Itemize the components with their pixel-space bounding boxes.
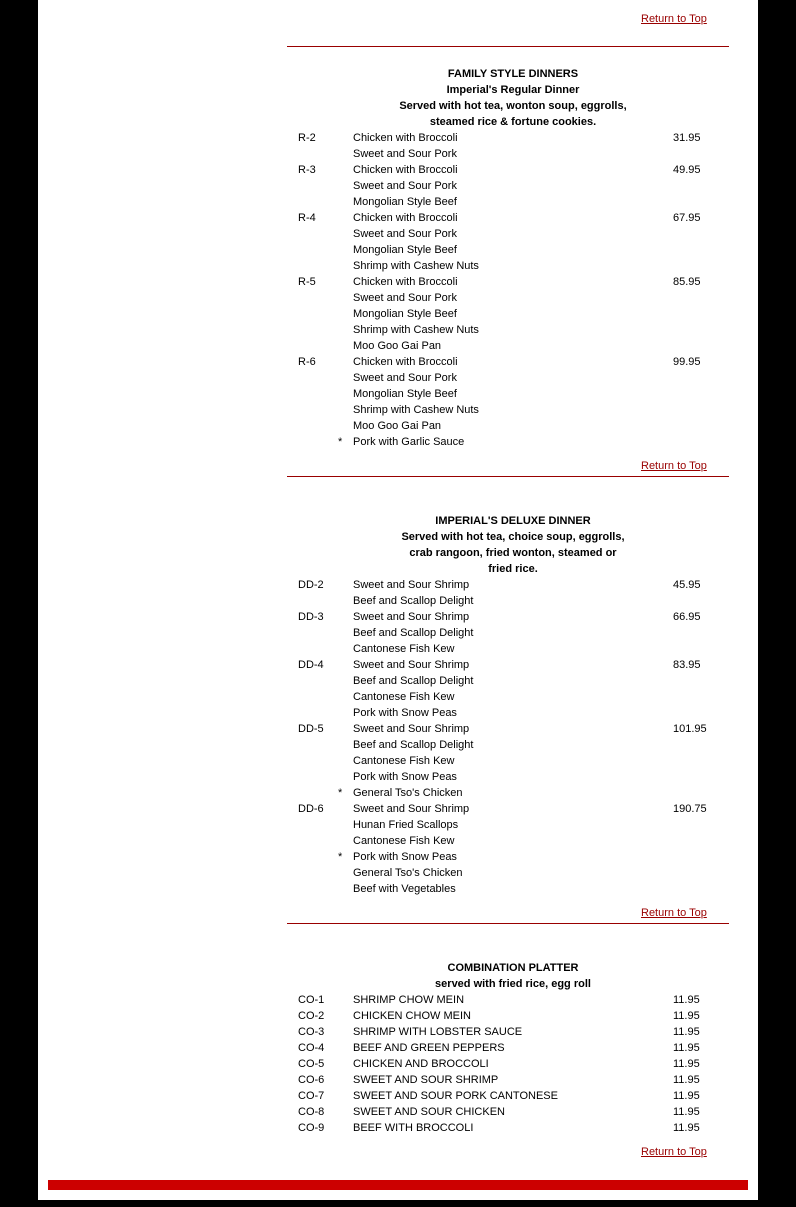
item-code: R-3 bbox=[298, 164, 316, 176]
item-price: 31.95 bbox=[673, 132, 701, 144]
dish-name: Sweet and Sour Pork bbox=[353, 292, 457, 304]
footer-strip bbox=[38, 1190, 758, 1200]
item-code: CO-6 bbox=[298, 1074, 325, 1086]
dish-name: CHICKEN CHOW MEIN bbox=[353, 1010, 471, 1022]
item-code: DD-5 bbox=[298, 723, 324, 735]
section-divider bbox=[287, 46, 729, 47]
dish-name: Mongolian Style Beef bbox=[353, 308, 457, 320]
dish-name: SHRIMP WITH LOBSTER SAUCE bbox=[353, 1026, 523, 1038]
item-code: CO-4 bbox=[298, 1042, 325, 1054]
bottom-edge bbox=[38, 1200, 758, 1207]
dish-name: BEEF WITH BROCCOLI bbox=[353, 1122, 474, 1134]
item-price: 101.95 bbox=[673, 723, 707, 735]
dish-name: Moo Goo Gai Pan bbox=[353, 340, 442, 352]
item-code: CO-9 bbox=[298, 1122, 325, 1134]
item-code: CO-1 bbox=[298, 994, 325, 1006]
item-code: CO-5 bbox=[298, 1058, 325, 1070]
return-to-top-link[interactable]: Return to Top bbox=[641, 907, 707, 919]
item-code: CO-2 bbox=[298, 1010, 325, 1022]
dish-name: Sweet and Sour Pork bbox=[353, 372, 457, 384]
dish-name: Moo Goo Gai Pan bbox=[353, 420, 442, 432]
item-price: 49.95 bbox=[673, 164, 701, 176]
dish-name: Beef and Scallop Delight bbox=[353, 739, 474, 751]
dish-name: Chicken with Broccoli bbox=[353, 276, 458, 288]
item-price: 11.95 bbox=[673, 1010, 700, 1022]
dish-name: SWEET AND SOUR CHICKEN bbox=[353, 1106, 505, 1118]
section-subtitle: fried rice. bbox=[488, 563, 538, 575]
dish-name: General Tso's Chicken bbox=[353, 867, 463, 879]
item-price: 11.95 bbox=[673, 994, 700, 1006]
item-code: DD-2 bbox=[298, 579, 324, 591]
section-title: FAMILY STYLE DINNERS bbox=[447, 68, 579, 80]
dish-name: Pork with Snow Peas bbox=[353, 851, 457, 863]
section-subtitle: served with fried rice, egg roll bbox=[435, 978, 591, 990]
item-code: DD-3 bbox=[298, 611, 324, 623]
item-code: DD-4 bbox=[298, 659, 324, 671]
item-price: 11.95 bbox=[673, 1090, 700, 1102]
dish-name: Hunan Fried Scallops bbox=[353, 819, 459, 831]
item-price: 83.95 bbox=[673, 659, 701, 671]
dish-name: CHICKEN AND BROCCOLI bbox=[353, 1058, 489, 1070]
dish-name: Cantonese Fish Kew bbox=[353, 643, 455, 655]
dish-name: Cantonese Fish Kew bbox=[353, 755, 455, 767]
item-price: 66.95 bbox=[673, 611, 701, 623]
item-code: R-2 bbox=[298, 132, 316, 144]
dish-name: Beef with Vegetables bbox=[353, 883, 456, 895]
item-code: CO-8 bbox=[298, 1106, 325, 1118]
section-subtitle: Imperial's Regular Dinner bbox=[446, 84, 580, 96]
section-subtitle: crab rangoon, fried wonton, steamed or bbox=[409, 547, 617, 559]
dish-name: Chicken with Broccoli bbox=[353, 164, 458, 176]
item-code: CO-3 bbox=[298, 1026, 325, 1038]
dish-name: Chicken with Broccoli bbox=[353, 132, 458, 144]
item-price: 11.95 bbox=[673, 1106, 700, 1118]
dish-name: SHRIMP CHOW MEIN bbox=[353, 994, 465, 1006]
dish-name: Sweet and Sour Pork bbox=[353, 228, 457, 240]
dish-name: Cantonese Fish Kew bbox=[353, 835, 455, 847]
dish-name: Sweet and Sour Shrimp bbox=[353, 611, 470, 623]
item-price: 11.95 bbox=[673, 1058, 700, 1070]
dish-name: Chicken with Broccoli bbox=[353, 212, 458, 224]
item-price: 190.75 bbox=[673, 803, 707, 815]
dish-name: Pork with Snow Peas bbox=[353, 707, 457, 719]
spicy-marker: * bbox=[338, 787, 343, 799]
item-price: 11.95 bbox=[673, 1074, 700, 1086]
return-to-top-link[interactable]: Return to Top bbox=[641, 13, 707, 25]
item-code: R-4 bbox=[298, 212, 316, 224]
dish-name: Chicken with Broccoli bbox=[353, 356, 458, 368]
spicy-marker: * bbox=[338, 436, 343, 448]
dish-name: Pork with Garlic Sauce bbox=[353, 436, 465, 448]
dish-name: BEEF AND GREEN PEPPERS bbox=[353, 1042, 505, 1054]
dish-name: Sweet and Sour Shrimp bbox=[353, 579, 470, 591]
dish-name: Cantonese Fish Kew bbox=[353, 691, 455, 703]
dish-name: Mongolian Style Beef bbox=[353, 244, 457, 256]
return-to-top-link[interactable]: Return to Top bbox=[641, 460, 707, 472]
dish-name: Beef and Scallop Delight bbox=[353, 627, 474, 639]
dish-name: Shrimp with Cashew Nuts bbox=[353, 324, 479, 336]
item-code: R-6 bbox=[298, 356, 316, 368]
menu-page bbox=[38, 0, 758, 1207]
dish-name: Sweet and Sour Shrimp bbox=[353, 803, 470, 815]
footer-bar bbox=[48, 1180, 748, 1190]
dish-name: Sweet and Sour Pork bbox=[353, 148, 457, 160]
dish-name: Mongolian Style Beef bbox=[353, 388, 457, 400]
item-price: 67.95 bbox=[673, 212, 701, 224]
section-subtitle: steamed rice & fortune cookies. bbox=[429, 116, 597, 128]
item-price: 11.95 bbox=[673, 1042, 700, 1054]
dish-name: SWEET AND SOUR SHRIMP bbox=[353, 1074, 499, 1086]
return-to-top-link[interactable]: Return to Top bbox=[641, 1146, 707, 1158]
section-subtitle: Served with hot tea, choice soup, eggrolls, bbox=[401, 531, 625, 543]
section-divider bbox=[287, 923, 729, 924]
dish-name: Beef and Scallop Delight bbox=[353, 675, 474, 687]
item-price: 45.95 bbox=[673, 579, 701, 591]
dish-name: Sweet and Sour Shrimp bbox=[353, 659, 470, 671]
section-title: IMPERIAL'S DELUXE DINNER bbox=[435, 515, 591, 527]
dish-name: General Tso's Chicken bbox=[353, 787, 463, 799]
section-subtitle: Served with hot tea, wonton soup, eggrolls, bbox=[399, 100, 627, 112]
item-price: 85.95 bbox=[673, 276, 701, 288]
section-title: COMBINATION PLATTER bbox=[447, 962, 579, 974]
item-code: DD-6 bbox=[298, 803, 324, 815]
item-price: 11.95 bbox=[673, 1122, 700, 1134]
dish-name: Shrimp with Cashew Nuts bbox=[353, 260, 479, 272]
section-divider bbox=[287, 476, 729, 477]
dish-name: Sweet and Sour Pork bbox=[353, 180, 457, 192]
item-code: CO-7 bbox=[298, 1090, 325, 1102]
dish-name: Pork with Snow Peas bbox=[353, 771, 457, 783]
dish-name: Sweet and Sour Shrimp bbox=[353, 723, 470, 735]
item-code: R-5 bbox=[298, 276, 316, 288]
spicy-marker: * bbox=[338, 851, 343, 863]
item-price: 11.95 bbox=[673, 1026, 700, 1038]
dish-name: SWEET AND SOUR PORK CANTONESE bbox=[353, 1090, 558, 1102]
item-price: 99.95 bbox=[673, 356, 701, 368]
dish-name: Shrimp with Cashew Nuts bbox=[353, 404, 479, 416]
dish-name: Mongolian Style Beef bbox=[353, 196, 457, 208]
dish-name: Beef and Scallop Delight bbox=[353, 595, 474, 607]
